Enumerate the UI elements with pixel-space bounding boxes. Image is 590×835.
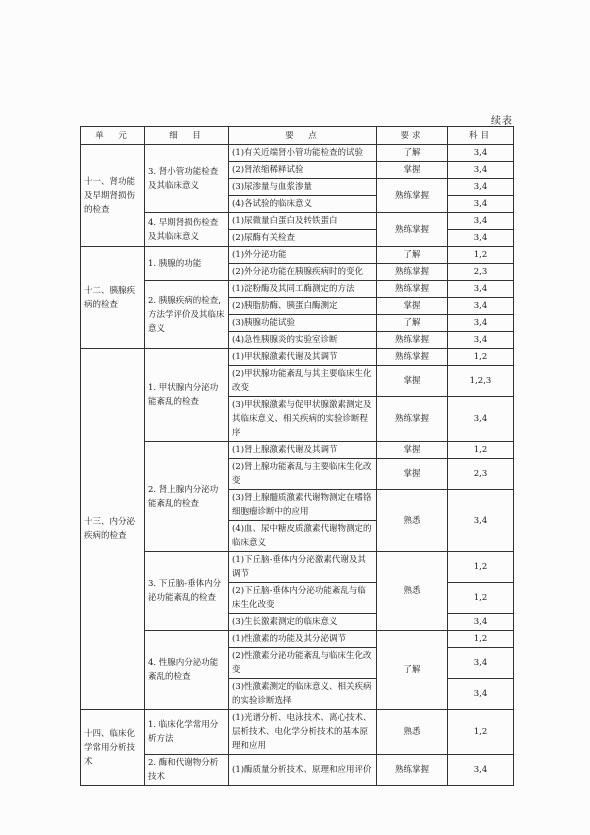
header-unit: 单 元 [81, 127, 145, 145]
point-cell: (2)甲状腺功能紊乱与其主要临床生化改变 [229, 366, 377, 397]
subject-cell: 3,4 [448, 397, 514, 442]
header-requirement: 要求 [377, 127, 448, 145]
point-cell: (1)甲状腺激素代谢及其调节 [229, 349, 377, 366]
subject-cell: 1,2 [448, 583, 514, 614]
subject-cell: 1,2 [448, 349, 514, 366]
item-cell: 3. 肾小管功能检查及其临床意义 [145, 145, 229, 213]
subject-cell: 3,4 [448, 679, 514, 710]
point-cell: (2)性激素分泌功能紊乱与临床生化改变 [229, 648, 377, 679]
requirement-cell: 熟练掌握 [377, 179, 448, 213]
subject-cell: 3,4 [448, 490, 514, 552]
point-cell: (3)甲状腺激素与促甲状腺激素测定及其临床意义、相关疾病的实验诊断程序 [229, 397, 377, 442]
unit-cell: 十三、内分泌疾病的检查 [81, 349, 145, 710]
table-row [81, 213, 514, 230]
requirement-cell: 熟练掌握 [377, 755, 448, 786]
table-row [81, 552, 514, 583]
table-row [81, 755, 514, 786]
point-cell: (4)血、尿中糖皮质激素代谢物测定的临床意义 [229, 521, 377, 552]
table-row [81, 349, 514, 366]
continued-label: 续表 [491, 116, 513, 127]
table-row [81, 281, 514, 298]
subject-cell: 3,4 [448, 162, 514, 179]
item-cell: 2. 肾上腺内分泌功能紊乱的检查 [145, 442, 229, 552]
subject-cell: 3,4 [448, 281, 514, 298]
item-cell: 1. 甲状腺内分泌功能紊乱的检查 [145, 349, 229, 442]
syllabus-table [80, 126, 514, 786]
item-cell: 4. 性腺内分泌功能紊乱的检查 [145, 631, 229, 710]
requirement-cell: 熟练掌握 [377, 213, 448, 247]
subject-cell: 3,4 [448, 614, 514, 631]
subject-cell: 3,4 [448, 179, 514, 196]
table-row [81, 710, 514, 755]
header-subject: 科目 [448, 127, 514, 145]
requirement-cell: 熟练掌握 [377, 264, 448, 281]
point-cell: (3)性激素测定的临床意义、相关疾病的实验诊断选择 [229, 679, 377, 710]
subject-cell: 3,4 [448, 196, 514, 213]
point-cell: (1)光谱分析、电泳技术、离心技术、层析技术、电化学分析技术的基本原理和应用 [229, 710, 377, 755]
point-cell: (2)下丘脑-垂体内分泌功能紊乱与临床生化改变 [229, 583, 377, 614]
subject-cell: 1,2 [448, 631, 514, 648]
point-cell: (1)有关近端肾小管功能检查的试验 [229, 145, 377, 162]
requirement-cell: 了解 [377, 247, 448, 264]
item-cell: 2. 酶和代谢物分析技术 [145, 755, 229, 786]
point-cell: (3)尿渗量与血浆渗量 [229, 179, 377, 196]
point-cell: (2)肾上腺功能紊乱与主要临床生化改变 [229, 459, 377, 490]
subject-cell: 1,2 [448, 442, 514, 459]
unit-cell: 十二、胰腺疾病的检查 [81, 247, 145, 349]
subject-cell: 3,4 [448, 755, 514, 786]
point-cell: (2)肾浓缩稀释试验 [229, 162, 377, 179]
point-cell: (1)尿微量白蛋白及转铁蛋白 [229, 213, 377, 230]
unit-cell: 十四、临床化学常用分析技术 [81, 710, 145, 786]
item-cell: 4. 早期肾损伤检查及其临床意义 [145, 213, 229, 247]
table-row [81, 145, 514, 162]
requirement-cell: 掌握 [377, 459, 448, 490]
subject-cell: 3,4 [448, 315, 514, 332]
point-cell: (1)酶质量分析技术、原理和应用评价 [229, 755, 377, 786]
point-cell: (2)胰脂肪酶、胰蛋白酶测定 [229, 298, 377, 315]
subject-cell: 2,3 [448, 264, 514, 281]
unit-cell: 十一、肾功能及早期肾损伤的检查 [81, 145, 145, 247]
point-cell: (1)下丘脑-垂体内分泌激素代谢及其调节 [229, 552, 377, 583]
point-cell: (3)肾上腺髓质激素代谢物测定在嗜铬细胞瘤诊断中的应用 [229, 490, 377, 521]
table-row [81, 442, 514, 459]
table-row [81, 631, 514, 648]
item-cell: 1. 胰腺的功能 [145, 247, 229, 281]
subject-cell: 2,3 [448, 459, 514, 490]
requirement-cell: 了解 [377, 315, 448, 332]
subject-cell: 3,4 [448, 648, 514, 679]
requirement-cell: 熟悉 [377, 490, 448, 552]
header-points: 要 点 [229, 127, 377, 145]
point-cell: (1)性激素的功能及其分泌调节 [229, 631, 377, 648]
requirement-cell: 掌握 [377, 162, 448, 179]
point-cell: (3)胰腺功能试验 [229, 315, 377, 332]
item-cell: 2. 胰腺疾病的检查,方法学评价及其临床意义 [145, 281, 229, 349]
subject-cell: 1,2 [448, 247, 514, 264]
subject-cell: 3,4 [448, 230, 514, 247]
point-cell: (1)肾上腺激素代谢及其调节 [229, 442, 377, 459]
point-cell: (4)各试验的临床意义 [229, 196, 377, 213]
requirement-cell: 了解 [377, 145, 448, 162]
subject-cell: 1,2 [448, 552, 514, 583]
subject-cell: 1,2 [448, 710, 514, 755]
table-row [81, 247, 514, 264]
point-cell: (2)尿酶有关检查 [229, 230, 377, 247]
point-cell: (1)淀粉酶及其同工酶测定的方法 [229, 281, 377, 298]
requirement-cell: 熟练掌握 [377, 397, 448, 442]
header-item: 细 目 [145, 127, 229, 145]
point-cell: (4)急性胰腺炎的实验室诊断 [229, 332, 377, 349]
subject-cell: 3,4 [448, 298, 514, 315]
point-cell: (2)外分泌功能在胰腺疾病时的变化 [229, 264, 377, 281]
requirement-cell: 掌握 [377, 366, 448, 397]
subject-cell: 3,4 [448, 145, 514, 162]
requirement-cell: 了解 [377, 631, 448, 710]
requirement-cell: 熟练掌握 [377, 281, 448, 298]
table-header-row [81, 127, 514, 145]
requirement-cell: 掌握 [377, 442, 448, 459]
item-cell: 1. 临床化学常用分析方法 [145, 710, 229, 755]
subject-cell: 3,4 [448, 332, 514, 349]
requirement-cell: 掌握 [377, 298, 448, 315]
item-cell: 3. 下丘脑-垂体内分泌功能紊乱的检查 [145, 552, 229, 631]
subject-cell: 3,4 [448, 213, 514, 230]
requirement-cell: 熟悉 [377, 710, 448, 755]
requirement-cell: 熟练掌握 [377, 332, 448, 349]
requirement-cell: 熟悉 [377, 552, 448, 631]
point-cell: (3)生长激素测定的临床意义 [229, 614, 377, 631]
requirement-cell: 熟练掌握 [377, 349, 448, 366]
point-cell: (1)外分泌功能 [229, 247, 377, 264]
subject-cell: 1,2,3 [448, 366, 514, 397]
